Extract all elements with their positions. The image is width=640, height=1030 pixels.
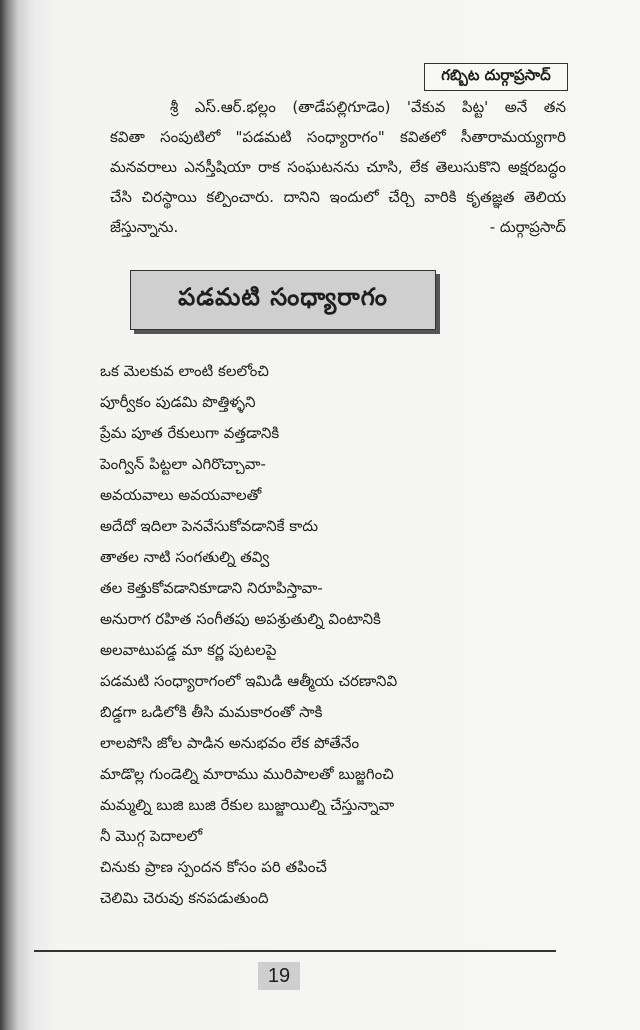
poem-line: బిడ్డగా ఒడిలోకి తీసి మమకారంతో సాకి <box>100 703 323 721</box>
poem-line: తాతల నాటి సంగతుల్ని తవ్వి <box>100 548 270 566</box>
poem-line: తల కెత్తుకోవడానికూడాని నిరూపిస్తావా- <box>100 579 323 597</box>
poem-line: మాడొల్ల గుండెల్ని మారాము మురిపాలతో బుజ్జగించి <box>100 765 394 783</box>
intro-line: శ్రీ ఎస్.ఆర్.భల్లం (తాడేపల్లిగూడెం) 'వేకువ పిట్ట' అనే తన <box>170 98 566 116</box>
poem-line: చినుకు ప్రాణ స్పందన కోసం పరి తపించే <box>100 858 327 876</box>
poem-line: నీ మొగ్గ పెదాలలో <box>100 827 203 845</box>
poem-title: పడమటి సంధ్యారాగం <box>130 270 436 330</box>
poem-line: అదేదో ఇదిలా పెనవేసుకోవడానికే కాదు <box>100 517 319 535</box>
poem-line: పెంగ్విన్ పిట్టలా ఎగిరొచ్చావా- <box>100 455 266 473</box>
author-header-box: గబ్బిట దుర్గాప్రసాద్ <box>424 63 568 91</box>
poem-line: ఒక మెలకువ లాంటి కలలోంచి <box>100 362 269 380</box>
intro-line: కవితా సంపుటిలో "పడమటి సంధ్యారాగం" కవితలో సీతారామయ్యగారి <box>110 128 566 146</box>
poem-line: ప్రేమ పూత రేకులుగా వత్తడానికి <box>100 424 280 442</box>
poem-line: పడమటి సంధ్యారాగంలో ఇమిడి ఆత్మీయ చరణానివి <box>100 672 398 690</box>
poem-body <box>100 356 397 914</box>
intro-paragraph <box>110 92 566 242</box>
intro-line: చేసి చిరస్థాయి కల్పించారు. దానిని ఇందులో చేర్చి వారికి కృతజ్ఞత తెలియ <box>110 188 566 206</box>
page-number: 19 <box>258 962 300 990</box>
intro-last-line <box>110 212 566 242</box>
poem-line: చెలిమి చెరువు కనపడుతుంది <box>100 889 269 907</box>
signature: - దుర్గాప్రసాద్ <box>489 218 566 236</box>
footer-divider <box>34 950 556 952</box>
poem-line: లాలపోసి జోల పాడిన అనుభవం లేక పోతేనేం <box>100 734 360 752</box>
poem-line: అనురాగ రహిత సంగీతపు అపశ్రుతుల్ని వింటానికి <box>100 610 381 628</box>
poem-line: మమ్మల్ని బుజి బుజి రేకుల బుజ్జాయిల్ని చేస్తున్నావా <box>100 796 395 814</box>
poem-line: పూర్వీకం పుడమి పొత్తిళ్ళని <box>100 393 256 411</box>
intro-line: జేస్తున్నాను. <box>110 218 179 236</box>
poem-line: అవయవాలు అవయవాలతో <box>100 486 262 504</box>
intro-line: మనవరాలు ఎనస్తీషియా రాక సంఘటనను చూసి, లేక తెలుసుకొని అక్షరబద్ధం <box>110 158 566 176</box>
poem-line: అలవాటుపడ్డ మా కర్ణ పుటలపై <box>100 641 277 659</box>
